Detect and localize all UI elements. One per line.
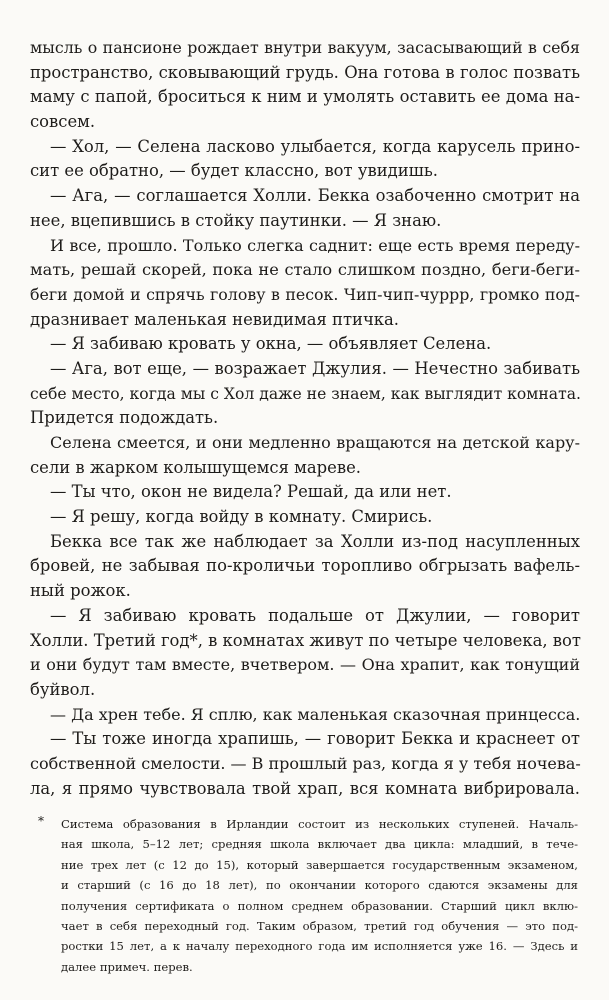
text-line: и они будут там вместе, вчетвером. — Она храпит, как тонущий	[30, 655, 580, 675]
text-line: себе место, когда мы с Хол даже не знаем, как выглядит комната.	[30, 384, 581, 403]
text-line: Бекка все так же наблюдает за Холли из-под насупленных	[50, 531, 580, 551]
text-line: собственной смелости. — В прошлый раз, когда я у тебя ночева-	[30, 753, 581, 773]
text-line: — Хол, — Селена ласково улыбается, когда карусель прино-	[50, 136, 580, 156]
text-line: И все, прошло. Только слегка саднит: еще есть время переду-	[50, 235, 580, 255]
footnote-text: Система образования в Ирландии состоит из нескольких ступеней. Началь-	[61, 817, 578, 831]
footnote-line: ние трех лет (с 12 до 15), который завершается государственным экзаменом,	[61, 857, 578, 872]
text-line: — Ты что, окон не видела? Решай, да или нет.	[50, 482, 452, 502]
footnote-line: и старший (с 16 до 18 лет), по окончании которого сдаются экзамены для	[61, 878, 578, 893]
text-line: совсем.	[30, 112, 96, 132]
text-line: мысль о пансионе рождает внутри вакуум, засасывающий в себя	[30, 38, 580, 57]
text-line: — Ты тоже иногда храпишь, — говорит Бекка и краснеет от	[50, 729, 580, 749]
text-line: — Я забиваю кровать у окна, — объявляет Селена.	[50, 334, 492, 354]
text-line: сели в жарком колышущемся мареве.	[30, 457, 361, 477]
text-line: — Я решу, когда войду в комнату. Смирись.	[50, 507, 433, 527]
footnote-line: получения сертификата о полном среднем образовании. Старший цикл вклю-	[61, 898, 578, 913]
text-line: — Я забиваю кровать подальше от Джулии, — говорит	[50, 605, 580, 625]
text-line: — Да хрен тебе. Я сплю, как маленькая сказочная принцесса.	[50, 704, 581, 724]
text-line: Селена смеется, и они медленно вращаются на детской кару-	[50, 433, 580, 452]
text-line: мать, решай скорей, пока не стало слишком поздно, беги-беги-	[30, 260, 580, 280]
text-line: ла, я прямо чувствовала твой храп, вся комната вибрировала.	[30, 778, 580, 798]
text-line: бровей, не забывая по-кроличьи торопливо обгрызать вафель-	[30, 556, 580, 576]
text-line: Придется подождать.	[30, 408, 219, 428]
footnote-mark: *	[38, 814, 44, 828]
text-line: — Ага, — соглашается Холли. Бекка озабоченно смотрит на	[50, 186, 580, 206]
main-text	[30, 36, 580, 801]
footnote-line: ростки 15 лет, а к началу переходного года им исполняется уже 16. — Здесь и	[61, 939, 578, 954]
footnote-line	[38, 814, 578, 834]
text-line: ный рожок.	[30, 581, 131, 601]
footnote	[38, 814, 578, 977]
text-line: сит ее обратно, — будет классно, вот увидишь.	[30, 161, 439, 181]
text-line: нее, вцепившись в стойку паутинки. — Я знаю.	[30, 210, 442, 230]
text-line: — Ага, вот еще, — возражает Джулия. — Нечестно забивать	[50, 358, 580, 378]
text-line: дразнивает маленькая невидимая птичка.	[30, 309, 400, 329]
text-line: буйвол.	[30, 679, 96, 699]
text-line: Холли. Третий год*, в комнатах живут по четыре человека, вот	[30, 630, 581, 650]
footnote-line: ная школа, 5–12 лет; средняя школа включает два цикла: младший, в тече-	[61, 837, 578, 852]
text-line: маму с папой, броситься к ним и умолять оставить ее дома на-	[30, 87, 580, 107]
text-line: пространство, сковывающий грудь. Она готова в голос позвать	[30, 62, 580, 82]
footnote-line: далее примеч. перев.	[61, 959, 193, 974]
footnote-line: чает в себя переходный год. Таким образом, третий год обучения — это под-	[61, 918, 578, 933]
text-line: беги домой и спрячь голову в песок. Чип-чип-чуррр, громко под-	[30, 284, 580, 304]
